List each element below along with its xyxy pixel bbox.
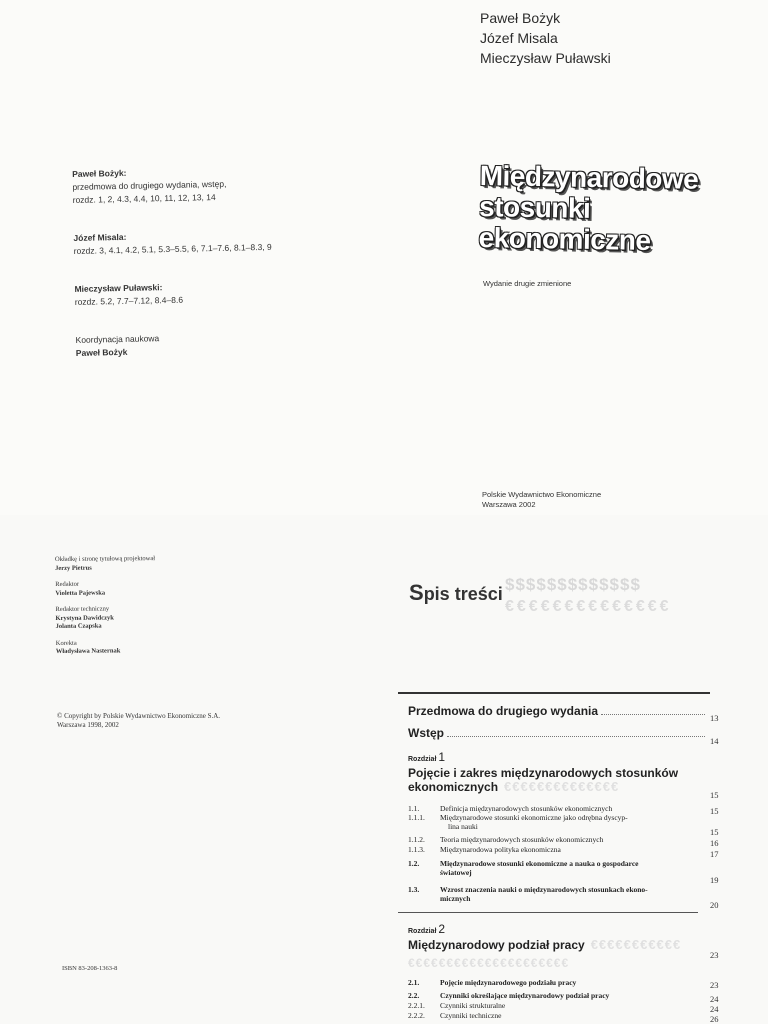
subentry-text: Czynniki strukturalne — [440, 1001, 506, 1010]
copyright-line: Warszawa 1998, 2002 — [57, 721, 119, 729]
imprint-label: Korekta — [55, 639, 77, 647]
toc-page-number: 23 — [710, 980, 719, 990]
author-name: Mieczysław Puławski — [480, 50, 611, 66]
toc-page-number: 16 — [710, 838, 719, 848]
book-title-line: stosunki — [478, 190, 591, 224]
coordination-name: Paweł Bożyk — [75, 346, 128, 358]
divider — [398, 692, 710, 694]
imprint-group — [55, 580, 155, 598]
subentry-number: 1.1.3. — [408, 845, 425, 854]
credit-block — [74, 279, 273, 309]
subentry-text: lina nauki — [448, 822, 478, 831]
subentry-number: 1.2. — [408, 859, 420, 868]
publisher-info — [482, 490, 601, 510]
imprint-label: Redaktor — [55, 580, 80, 588]
toc-page-number: 23 — [710, 950, 719, 960]
imprint-label: Okładkę i stronę tytułową projektował — [55, 555, 156, 563]
subentry-number: 1.1. — [408, 804, 420, 813]
subentry-text: światowej — [440, 868, 472, 877]
imprint-name: Jolanta Czapska — [55, 622, 102, 630]
isbn: ISBN 83-208-1363-8 — [62, 965, 118, 972]
chapter-title — [408, 766, 723, 794]
chapter-word: Rozdział — [408, 928, 437, 935]
toc-subentry — [408, 859, 708, 877]
coordination-block — [75, 330, 274, 360]
subentry-text: Pojęcie międzynarodowego podziału pracy — [440, 978, 577, 987]
credit-text: rozdz. 5.2, 7.7–7.12, 8.4–8.6 — [74, 294, 184, 307]
imprint-group — [56, 639, 156, 657]
decorative-pattern: €€€€€€€€€€€€€€ — [505, 598, 672, 615]
imprint-name: Krystyna Dawidczyk — [55, 613, 114, 622]
subentry-number: 2.2. — [408, 991, 420, 1000]
chapter-title-line: ekonomicznych — [408, 780, 499, 794]
author-name: Józef Misala — [480, 30, 558, 46]
edition-note: Wydanie drugie zmienione — [483, 279, 572, 288]
credit-block — [73, 228, 272, 258]
decorative-pattern: €€€€€€€€€€€€€€€€€€€€€ — [408, 956, 570, 970]
toc-page-number: 15 — [710, 827, 719, 837]
imprint-group — [55, 555, 155, 573]
toc-page-number: 15 — [710, 790, 719, 800]
credit-author: Mieczysław Puławski: — [74, 282, 163, 294]
title-page-authors — [480, 8, 611, 68]
toc-page-number: 24 — [710, 1004, 719, 1014]
subentry-number: 2.2.2. — [408, 1011, 425, 1020]
toc-page-number: 26 — [710, 1014, 719, 1024]
toc-heading-rest: pis treści — [423, 584, 503, 604]
toc-chapter-2 — [408, 922, 723, 1024]
subentry-text: Definicja międzynarodowych stosunków ekonomicznych — [440, 804, 613, 813]
credit-author: Paweł Bożyk: — [72, 167, 127, 179]
toc-heading-initial: S — [409, 580, 424, 605]
toc-subentry — [408, 813, 708, 831]
subentry-number: 2.2.1. — [408, 1001, 425, 1010]
toc-chapter-1 — [408, 750, 723, 910]
chapter-number: 2 — [438, 922, 446, 936]
decorative-pattern: €€€€€€€€€€€€€€ — [504, 779, 620, 794]
subentry-text: Międzynarodowa polityka ekonomiczna — [440, 845, 561, 854]
toc-entry-label: Wstęp — [408, 726, 444, 740]
subentry-text: Czynniki określające międzynarodowy podział pracy — [440, 991, 610, 1000]
credit-text: rozdz. 3, 4.1, 4.2, 5.1, 5.3–5.5, 6, 7.1–7.6, 8.1–8.3, 9 — [73, 241, 272, 256]
chapter-label — [408, 750, 723, 764]
credit-text: przedmowa do drugiego wydania, wstęp, — [72, 178, 227, 192]
subentry-number: 1.1.1. — [408, 813, 425, 822]
imprint-block — [55, 555, 156, 664]
chapter-title-line: Międzynarodowy podział pracy — [408, 938, 585, 952]
author-name: Paweł Bożyk — [480, 10, 561, 26]
credit-author: Józef Misala: — [73, 231, 127, 243]
chapter-label — [408, 922, 723, 936]
subentry-text: Wzrost znaczenia nauki o międzynarodowych stosunkach ekono- — [440, 885, 648, 894]
toc-subentry — [408, 885, 708, 903]
chapter-word: Rozdział — [408, 756, 437, 763]
chapter-title-line: Pojęcie i zakres międzynarodowych stosunków — [408, 766, 679, 780]
imprint-name: Jerzy Pietrus — [55, 564, 92, 572]
subentry-text: micznych — [440, 894, 471, 903]
toc-page-number: 20 — [710, 900, 719, 910]
imprint-group — [55, 605, 155, 631]
copyright-line: © Copyright by Polskie Wydawnictwo Ekonomiczne S.A. — [57, 712, 221, 720]
book-title — [478, 160, 698, 257]
credit-block — [72, 164, 271, 207]
toc-page-number: 24 — [710, 994, 719, 1004]
subentry-text: Czynniki techniczne — [440, 1011, 502, 1020]
subentry-text: Teoria międzynarodowych stosunków ekonomicznych — [440, 835, 604, 844]
subentry-number: 2.1. — [408, 978, 420, 987]
toc-page-number: 14 — [710, 736, 719, 746]
toc-page-number: 19 — [710, 875, 719, 885]
toc-page-number: 13 — [710, 713, 719, 723]
imprint-label: Redaktor techniczny — [55, 605, 110, 613]
coordination-label: Koordynacja naukowa — [75, 333, 160, 345]
authorship-credits — [72, 164, 275, 385]
dot-leader — [601, 713, 705, 715]
copyright-notice — [57, 712, 220, 730]
chapter-number: 1 — [438, 750, 446, 764]
imprint-name: Violetta Pajewska — [55, 589, 106, 597]
dot-leader — [447, 735, 705, 737]
subentry-text: Międzynarodowe stosunki ekonomiczne a nauka o gospodarce — [440, 859, 639, 868]
credit-text: rozdz. 1, 2, 4.3, 4.4, 10, 11, 12, 13, 14 — [72, 191, 216, 205]
imprint-name: Władysława Nasternak — [55, 647, 121, 655]
subentry-text: Międzynarodowe stosunki ekonomiczne jako odrębna dyscyp- — [440, 813, 628, 822]
chapter-title — [408, 938, 708, 952]
toc-entry-label: Przedmowa do drugiego wydania — [408, 704, 599, 718]
book-title-line: ekonomiczne — [478, 221, 651, 256]
decorative-pattern: $$$$$$$$$$$$$ — [505, 575, 641, 594]
decorative-pattern: €€€€€€€€€€€ — [590, 937, 682, 952]
subentry-number: 1.1.2. — [408, 835, 425, 844]
toc-page-number: 17 — [710, 849, 719, 859]
publisher-place-year: Warszawa 2002 — [482, 500, 536, 509]
toc-page-number: 15 — [710, 806, 719, 816]
subentry-number: 1.3. — [408, 885, 420, 894]
toc-heading — [409, 580, 503, 606]
publisher-name: Polskie Wydawnictwo Ekonomiczne — [482, 490, 602, 499]
divider — [398, 912, 698, 913]
book-title-line: Międzynarodowe — [479, 160, 699, 195]
